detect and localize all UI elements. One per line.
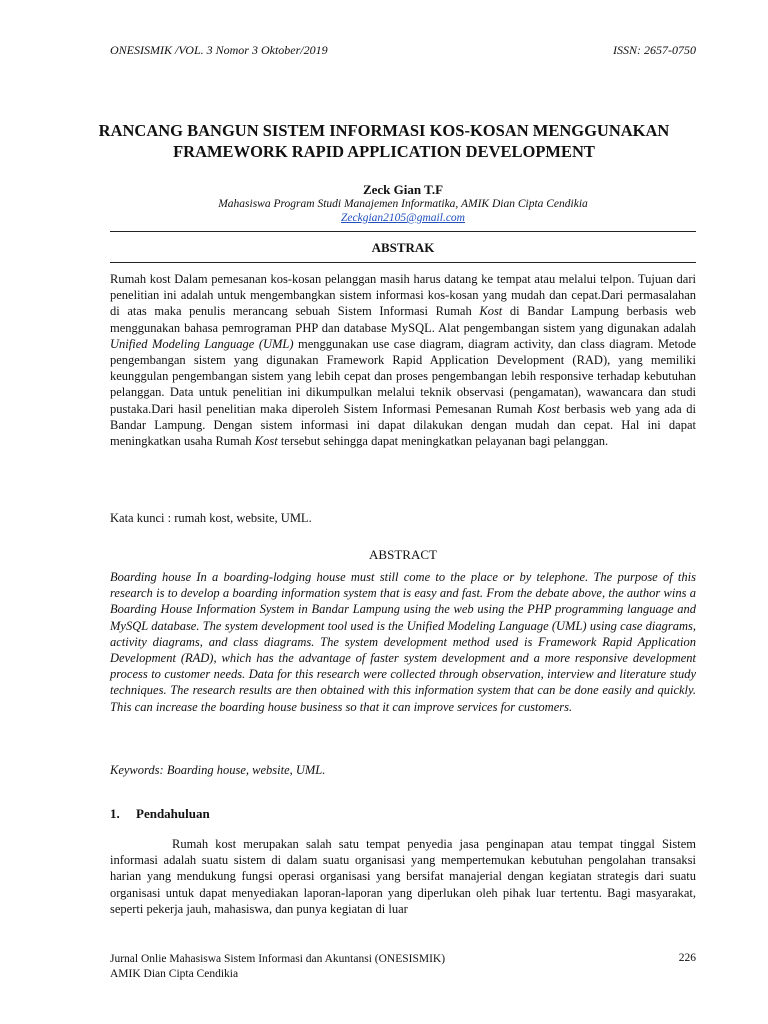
section-text: Rumah kost merupakan salah satu tempat penyedia jasa penginapan atau tempat tinggal Sistem informasi adalah suatu sistem di dalam suatu organisasi yang mempertemukan kebutuhan pengolahan transaksi harian yang mendukung fungsi operasi organisasi yang bersifat manajerial dengan kegiatan strategis dari suatu organisasi untuk dapat menyediakan laporan-laporan yang diperlukan oleh pihak luar tertentu. Bagi masyarakat, seperti pekerja jauh, mahasiswa, dan punya kegiatan di luar <box>110 837 696 916</box>
email-link[interactable]: Zeckgian2105@gmail.com <box>341 212 465 224</box>
abstract-heading: ABSTRACT <box>369 547 437 562</box>
abstrak-kost-3: Kost <box>254 434 278 449</box>
issn-header: ISSN: 2657-0750 <box>613 43 696 57</box>
author-affiliation: Mahasiswa Program Studi Manajemen Informatika, AMIK Dian Cipta Cendikia <box>218 198 588 210</box>
section-title: Pendahuluan <box>136 806 210 821</box>
journal-header: ONESISMIK /VOL. 3 Nomor 3 Oktober/2019 <box>110 43 328 57</box>
abstrak-heading: ABSTRAK <box>371 240 435 255</box>
divider-top <box>110 231 696 232</box>
abstrak-body <box>110 271 696 449</box>
paper-title <box>90 120 678 162</box>
section-heading <box>110 806 210 822</box>
abstrak-text-1: Rumah kost Dalam pemesanan kos-kosan pelanggan masih harus datang ke tempat atau melalui telpon. Tujuan dari penelitian ini adalah untuk mengembangkan sistem informasi kos-kosan yang mudah dan cepat.Dari permasalahan di atas maka penulis merancang sebuah Sistem Informasi Rumah <box>110 272 696 319</box>
abstrak-text-2: di Bandar Lampung berbasis web menggunakan bahasa pemrograman PHP dan database MySQL. Alat pengembangan sistem yang digunakan adalah <box>110 304 696 335</box>
footer-line-1: Jurnal Onlie Mahasiswa Sistem Informasi dan Akuntansi (ONESISMIK) <box>110 953 446 965</box>
abstrak-text-4: berbasis web yang ada di Bandar Lampung. Dengan sistem informasi ini dapat dilakukan dengan mudah dan cepat. Hal ini dapat meningkatkan usaha Rumah <box>110 401 696 449</box>
title-line-2: FRAMEWORK RAPID APPLICATION DEVELOPMENT <box>173 142 595 161</box>
author-name: Zeck Gian T.F <box>362 182 444 197</box>
author-email <box>110 212 696 224</box>
abstract-body: Boarding house In a boarding-lodging house must still come to the place or by telephone. The purpose of this research is to develop a boarding information system that is easy and fast. From the debate above, the author wins a Boarding House Information System in Bandar Lampung using the web using the PHP programming language and MySQL database. The system development tool used is the Unified Modeling Language (UML) using case diagrams, activity diagrams, and class diagrams. The system development method used is Framework Rapid Application Development (RAD), which has the advantage of faster system development and a more responsive development process to customer needs. Data for this research were collected through observation, interview and literature study techniques. The research results are then obtained with this information system that can be done easily and quickly. This can increase the boarding house business so that it can improve services for customers. <box>110 570 696 714</box>
divider-bottom <box>110 262 696 263</box>
keywords-en: Keywords: Boarding house, website, UML. <box>110 763 326 777</box>
footer-journal <box>110 952 445 982</box>
abstrak-kost-1: Kost <box>479 304 503 319</box>
kata-kunci: Kata kunci : rumah kost, website, UML. <box>110 511 312 525</box>
abstrak-text-3: menggunakan use case diagram, diagram activity, dan class diagram. Metode pengembangan sistem yang digunakan Framework Rapid Application Development (RAD), yang memiliki keunggulan pengembangan sistem yang lebih cepat dan proses pengembangan lebih responsive terhadap kebutuhan pelanggan. Data untuk penelitian ini dikumpulkan melalui teknik observasi (pengamatan), wawancara dan studi pustaka.Dari hasil penelitian maka diperoleh Sistem Informasi Pemesanan Rumah <box>110 336 697 416</box>
footer-line-2: AMIK Dian Cipta Cendikia <box>110 968 239 980</box>
section-body <box>110 836 696 917</box>
section-number: 1. <box>110 806 120 821</box>
abstrak-text-5: tersebut sehingga dapat meningkatkan pelayanan bagi pelanggan. <box>277 434 609 449</box>
abstrak-kost-2: Kost <box>536 401 560 416</box>
abstrak-uml: Unified Modeling Language (UML) <box>110 336 294 351</box>
title-line-1: RANCANG BANGUN SISTEM INFORMASI KOS-KOSAN MENGGUNAKAN <box>98 121 670 140</box>
page-number: 226 <box>678 952 696 964</box>
